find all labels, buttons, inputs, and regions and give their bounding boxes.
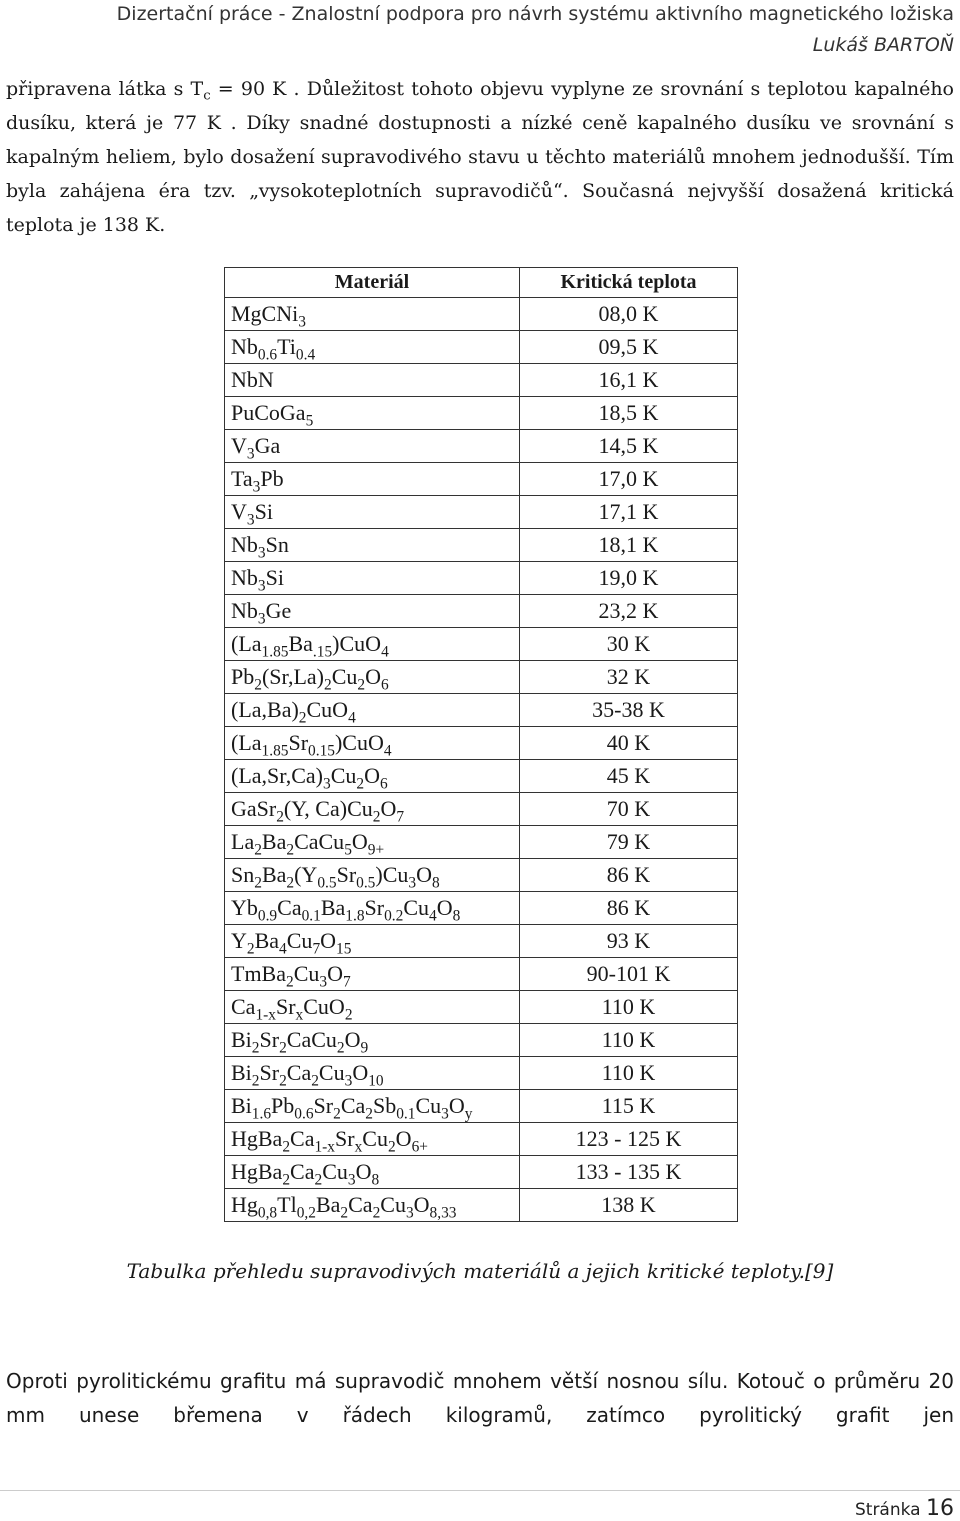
material-cell: $Nb_3Sn$ <box>225 529 520 562</box>
footer-divider <box>0 1490 960 1491</box>
table-row <box>225 562 738 595</box>
table-row <box>225 1057 738 1090</box>
table-row <box>225 1024 738 1057</box>
material-cell: GaSr$_2$(Y, $Ca)Cu_2O_7$ <box>225 793 520 826</box>
critical-temperature-cell: 23,2 K <box>520 595 738 628</box>
critical-temperature-cell: 86 K <box>520 859 738 892</box>
table-row <box>225 727 738 760</box>
critical-temperature-cell: 110 K <box>520 991 738 1024</box>
material-cell: $TmBa_2Cu_3O_7$ <box>225 958 520 991</box>
material-cell: $Nb_3Ge$ <box>225 595 520 628</box>
intro-text-start: připravena látka s T <box>6 78 204 100</box>
superconductor-table <box>224 267 738 1222</box>
material-cell: $Yb_{0.9}Ca_{0.1}Ba_{1.8}Sr_{0.2}Cu_4O_8$ <box>225 892 520 925</box>
critical-temperature-cell: 110 K <box>520 1024 738 1057</box>
critical-temperature-cell: 16,1 K <box>520 364 738 397</box>
table-row <box>225 1090 738 1123</box>
table-row <box>225 958 738 991</box>
material-cell: $Nb_3Si$ <box>225 562 520 595</box>
table-body <box>225 298 738 1222</box>
material-cell: $(La,Ba)_2CuO_4$ <box>225 694 520 727</box>
table-row <box>225 331 738 364</box>
critical-temperature-cell: 32 K <box>520 661 738 694</box>
table-row <box>225 529 738 562</box>
critical-temperature-cell: 17,0 K <box>520 463 738 496</box>
table-row <box>225 694 738 727</box>
table-row <box>225 661 738 694</box>
table-row <box>225 1156 738 1189</box>
critical-temperature-cell: 79 K <box>520 826 738 859</box>
critical-temperature-cell: 86 K <box>520 892 738 925</box>
critical-temperature-cell: 45 K <box>520 760 738 793</box>
author-name: Lukáš BARTOŇ <box>812 34 954 56</box>
critical-temperature-cell: 123 - 125 K <box>520 1123 738 1156</box>
table-row <box>225 760 738 793</box>
material-cell: PuCoGa$_5$ <box>225 397 520 430</box>
critical-temperature-cell: 18,1 K <box>520 529 738 562</box>
material-cell: NbN <box>225 364 520 397</box>
table-row <box>225 298 738 331</box>
material-cell: $(La_{1.85}Sr_{0.15})CuO_4$ <box>225 727 520 760</box>
table-row <box>225 991 738 1024</box>
page-number: 16 <box>926 1496 954 1521</box>
material-cell: $(La_{1.85}Ba_{.15})CuO_4$ <box>225 628 520 661</box>
critical-temperature-cell: 110 K <box>520 1057 738 1090</box>
page-header <box>6 0 954 58</box>
critical-temperature-cell: 138 K <box>520 1189 738 1222</box>
table-row <box>225 1123 738 1156</box>
page-footer <box>855 1496 954 1521</box>
material-cell: $HgBa_2Ca_2Cu_3O_8$ <box>225 1156 520 1189</box>
critical-temperature-cell: 115 K <box>520 1090 738 1123</box>
table-row <box>225 397 738 430</box>
intro-paragraph <box>6 72 954 242</box>
table-row <box>225 628 738 661</box>
page-label: Stránka <box>854 1500 921 1520</box>
critical-temperature-cell: 30 K <box>520 628 738 661</box>
material-cell: $Pb_2(Sr,La)_2Cu_2O_6$ <box>225 661 520 694</box>
material-cell: $(La,Sr,Ca)_3Cu_2O_6$ <box>225 760 520 793</box>
material-cell: $V_3Ga$ <box>225 430 520 463</box>
table-row <box>225 463 738 496</box>
material-cell: $Sn_2Ba_2(Y_{0.5}Sr_{0.5})Cu_3O_8$ <box>225 859 520 892</box>
table-row <box>225 430 738 463</box>
material-cell: $La_2Ba_2CaCu_5O_{9+}$ <box>225 826 520 859</box>
table-row <box>225 364 738 397</box>
material-cell: MgCNi$_3$ <box>225 298 520 331</box>
critical-temperature-cell: 35-38 K <box>520 694 738 727</box>
material-cell: $Nb_{0.6}Ti_{0.4}$ <box>225 331 520 364</box>
material-cell: $V_3Si$ <box>225 496 520 529</box>
table-header-row <box>225 268 738 298</box>
table-row <box>225 793 738 826</box>
table-row <box>225 859 738 892</box>
critical-temperature-cell: 93 K <box>520 925 738 958</box>
critical-temperature-cell: 08,0 K <box>520 298 738 331</box>
material-cell: $Bi_2Sr_2Ca_2Cu_3O_{10}$ <box>225 1057 520 1090</box>
critical-temperature-cell: 17,1 K <box>520 496 738 529</box>
outro-paragraph: Oproti pyrolitickému grafitu má supravodič mnohem větší nosnou sílu. Kotouč o průměru 20 mm unese břemena v řádech kilogramů, zatímco pyrolitický grafit jen <box>6 1369 954 1427</box>
material-cell: $HgBa_2Ca_{1-x}Sr_xCu_2O_{6+}$ <box>225 1123 520 1156</box>
header-critical-temperature: Kritická teplota <box>520 268 738 298</box>
critical-temperature-cell: 14,5 K <box>520 430 738 463</box>
critical-temperature-cell: 90-101 K <box>520 958 738 991</box>
document-title: Dizertační práce - Znalostní podpora pro návrh systému aktivního magnetického ložiska <box>116 3 954 25</box>
table-caption: Tabulka přehledu supravodivých materiálů a jejich kritické teploty.[9] <box>126 1259 834 1283</box>
critical-temperature-cell: 18,5 K <box>520 397 738 430</box>
table-row <box>225 595 738 628</box>
intro-text-rest: = 90 K . Důležitost tohoto objevu vyplyne ze srovnání s teplotou kapalného dusíku, která je 77 K . Díky snadné dostupnosti a nízké ceně kapalného dusíku ve srovnání s kapalným heliem, bylo dosažení supravodivého stavu u těchto materiálů mnohem jednodušší. Tím byla zahájena éra tzv. „vysokoteplotních supravodičů“. Současná nejvyšší dosažená kritická teplota je 138 K. <box>6 78 954 236</box>
critical-temperature-cell: 09,5 K <box>520 331 738 364</box>
material-cell: $Y_2Ba_4Cu_7O_{15}$ <box>225 925 520 958</box>
table-row <box>225 496 738 529</box>
table-row <box>225 826 738 859</box>
material-cell: $Bi_2Sr_2CaCu_2O_9$ <box>225 1024 520 1057</box>
material-cell: $Hg_{0,8}Tl_{0,2}Ba_2Ca_2Cu_3O_{8,33}$ <box>225 1189 520 1222</box>
critical-temperature-cell: 19,0 K <box>520 562 738 595</box>
table-row <box>225 1189 738 1222</box>
material-cell: $Ta_3Pb$ <box>225 463 520 496</box>
table-row <box>225 925 738 958</box>
critical-temperature-cell: 70 K <box>520 793 738 826</box>
tc-subscript: c <box>203 88 211 104</box>
header-material: Materiál <box>225 268 520 298</box>
table-row <box>225 892 738 925</box>
material-cell: $Bi_{1.6}Pb_{0.6}Sr_2Ca_2Sb_{0.1}Cu_3O_y$ <box>225 1090 520 1123</box>
critical-temperature-cell: 40 K <box>520 727 738 760</box>
material-cell: $Ca_{1-x}Sr_xCuO_2$ <box>225 991 520 1024</box>
critical-temperature-cell: 133 - 135 K <box>520 1156 738 1189</box>
